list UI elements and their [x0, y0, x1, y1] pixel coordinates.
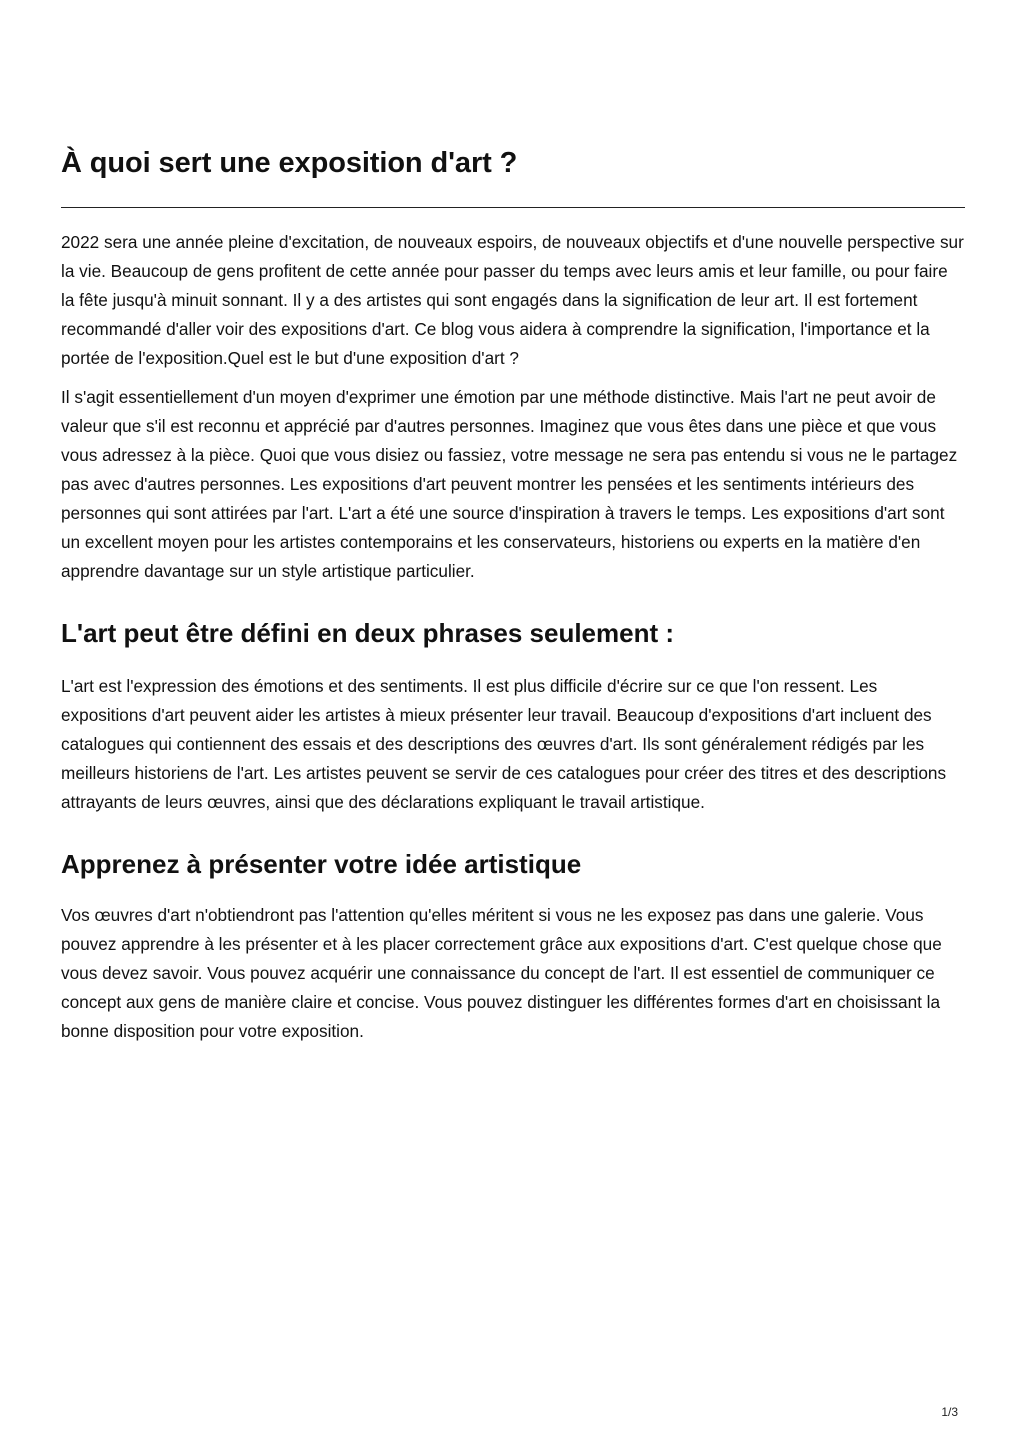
body-paragraph: L'art est l'expression des émotions et des sentiments. Il est plus difficile d'écrire sur ce que l'on ressent. Les expositions d'art peuvent aider les artistes à mieux présenter leur travail. Beaucoup d'expositions d'art incluent des catalogues qui contiennent des essais et des descriptions des œuvres d'art. Ils sont généralement rédigés par les meilleurs historiens de l'art. Les artistes peuvent se servir de ces catalogues pour créer des titres et des descriptions attrayants de leurs œuvres, ainsi que des déclarations expliquant le travail artistique. [61, 676, 947, 812]
section-heading: L'art peut être défini en deux phrases seulement : [61, 618, 675, 648]
body-paragraph: Vos œuvres d'art n'obtiendront pas l'attention qu'elles méritent si vous ne les exposez pas dans une galerie. Vous pouvez apprendre à les présenter et à les placer correctement grâce aux expositions d'art. C'est quelque chose que vous devez savoir. Vous pouvez acquérir une connaissance du concept de l'art. Il est essentiel de communiquer ce concept aux gens de manière claire et concise. Vous pouvez distinguer les différentes formes d'art en choisissant la bonne disposition pour votre exposition. [61, 905, 942, 1041]
intro-paragraph: 2022 sera une année pleine d'excitation, de nouveaux espoirs, de nouveaux objectifs et d'une nouvelle perspective sur la vie. Beaucoup de gens profitent de cette année pour passer du temps avec leurs amis et leur famille, ou pour faire la fête jusqu'à minuit sonnant. Il y a des artistes qui sont engagés dans la signification de leur art. Il est fortement recommandé d'aller voir des expositions d'art. Ce blog vous aidera à comprendre la signification, l'importance et la portée de l'exposition.Quel est le but d'une exposition d'art ? [61, 232, 964, 368]
page-number: 1/3 [941, 1405, 958, 1419]
title-divider [61, 207, 965, 208]
body-paragraph: Il s'agit essentiellement d'un moyen d'exprimer une émotion par une méthode distinctive. Mais l'art ne peut avoir de valeur que s'il est reconnu et apprécié par d'autres personnes. Imaginez que vous êtes dans une pièce et que vous vous adressez à la pièce. Quoi que vous disiez ou fassiez, votre message ne sera pas entendu si vous ne le partagez pas avec d'autres personnes. Les expositions d'art peuvent montrer les pensées et les sentiments intérieurs des personnes qui sont attirées par l'art. L'art a été une source d'inspiration à travers le temps. Les expositions d'art sont un excellent moyen pour les artistes contemporains et les conservateurs, historiens ou experts en la matière d'en apprendre davantage sur un style artistique particulier. [61, 387, 958, 581]
section-heading: Apprenez à présenter votre idée artistique [61, 849, 582, 879]
document-body [61, 228, 965, 1046]
page-title: À quoi sert une exposition d'art ? [61, 147, 518, 179]
